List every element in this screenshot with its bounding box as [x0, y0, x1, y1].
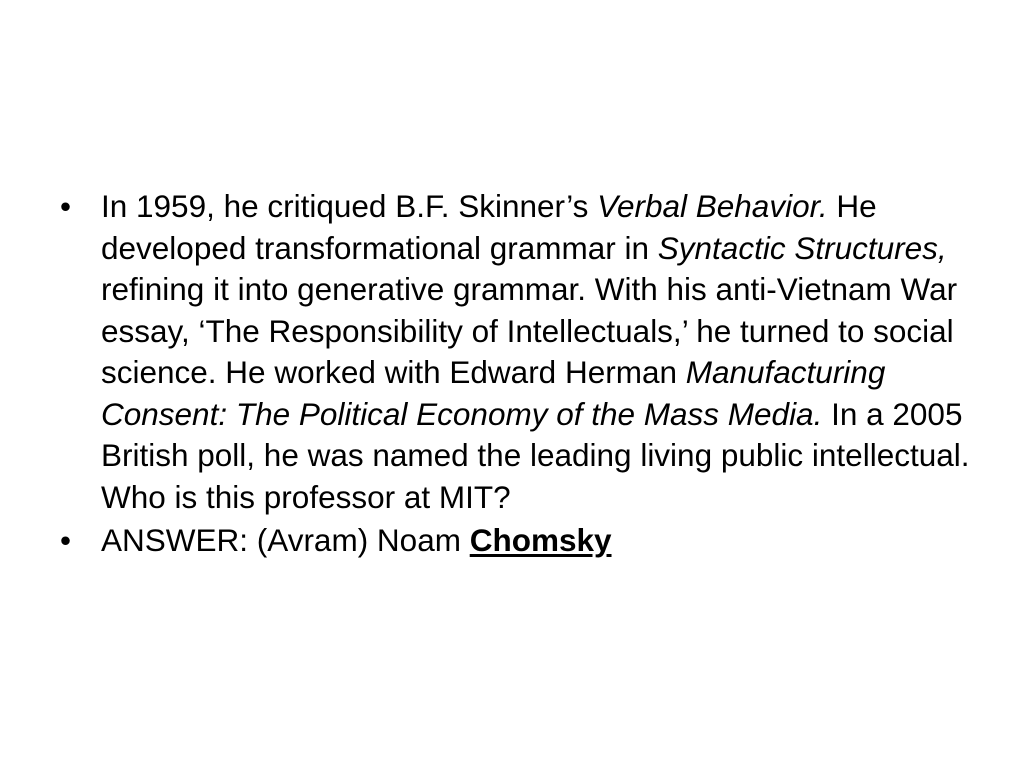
bullet-icon: • — [60, 188, 72, 224]
question-text-part: In a 2005 British poll, he was named the leading living public intellectual. Who is this professor at MIT? — [101, 395, 970, 515]
question-text-part: refining it into generative grammar. With his anti-Vietnam War essay, ‘The Responsibility of Intellectuals,’ he turned to social science. He worked with Edward Herman — [101, 271, 958, 390]
book-title-syntactic-structures: Syntactic Structures, — [657, 229, 947, 266]
question-bullet — [60, 186, 970, 518]
bullet-icon: • — [60, 522, 72, 558]
question-text — [101, 188, 970, 515]
answer-text — [101, 522, 612, 558]
answer-bullet — [60, 520, 970, 562]
bullet-list — [60, 186, 970, 564]
book-title-verbal-behavior: Verbal Behavior. — [597, 188, 828, 224]
question-text-part: He developed transformational grammar in — [101, 188, 877, 266]
book-title-manufacturing-consent: Manufacturing Consent: The Political Economy of the Mass Media. — [101, 354, 886, 432]
answer-prefix: ANSWER: (Avram) Noam — [101, 522, 470, 558]
answer-key: Chomsky — [469, 522, 612, 558]
question-text-part: In 1959, he critiqued B.F. Skinner’s — [101, 188, 598, 224]
